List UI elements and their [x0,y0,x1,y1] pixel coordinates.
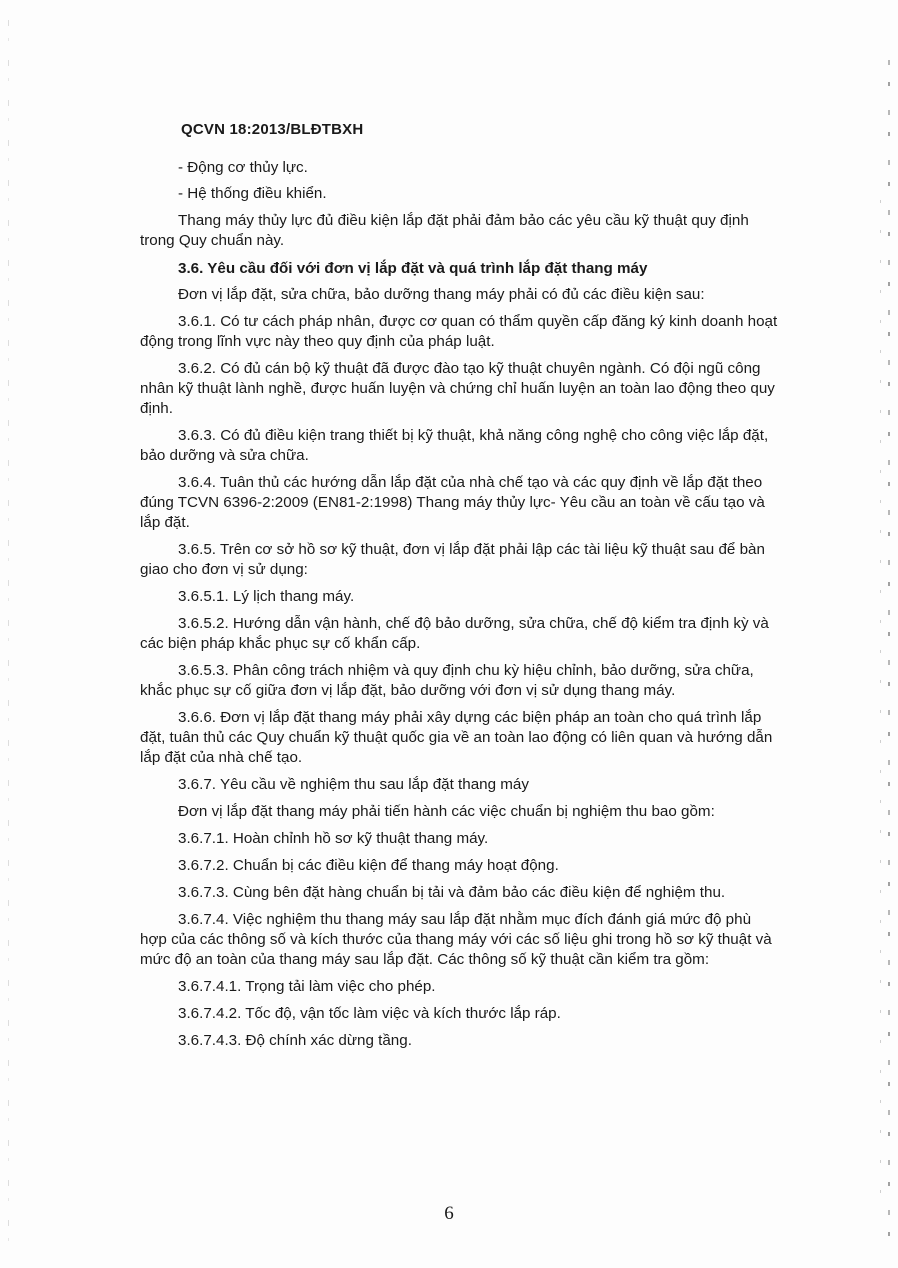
paragraph: Đơn vị lắp đặt thang máy phải tiến hành các việc chuẩn bị nghiệm thu bao gồm: [178,803,715,820]
paragraph: 3.6.7.3. Cùng bên đặt hàng chuẩn bị tải và đảm bảo các điều kiện để nghiệm thu. [178,884,726,901]
paragraph: 3.6.7.4.1. Trọng tải làm việc cho phép. [178,978,436,995]
paragraph: 3.6.6. Đơn vị lắp đặt thang máy phải xây dựng các biện pháp an toàn cho quá trình lắp đặt, tuân thủ các Quy chuẩn kỹ thuật quốc gia về an toàn lao động có liên quan và hướng dẫn lắp đặt của nhà chế tạo. [140,709,773,766]
scan-edge-right-inner [880,200,881,1200]
page-number: 6 [444,1203,454,1224]
paragraph: 3.6.7.4. Việc nghiệm thu thang máy sau lắp đặt nhằm mục đích đánh giá mức độ phù hợp của các thông số và kích thước của thang máy với các số liệu ghi trong hồ sơ kỹ thuật và mức độ an toàn của thang máy sau lắp đặt. Các thông số kỹ thuật cần kiểm tra gồm: [140,911,772,968]
paragraph: 3.6.5.3. Phân công trách nhiệm và quy định chu kỳ hiệu chỉnh, bảo dưỡng, sửa chữa, khắc phục sự cố giữa đơn vị lắp đặt, bảo dưỡng với đơn vị sử dụng thang máy. [140,662,754,699]
paragraph: 3.6.3. Có đủ điều kiện trang thiết bị kỹ thuật, khả năng công nghệ cho công việc lắp đặt, bảo dưỡng và sửa chữa. [140,427,769,464]
paragraph: 3.6.5.2. Hướng dẫn vận hành, chế độ bảo dưỡng, sửa chữa, chế độ kiểm tra định kỳ và các biện pháp khắc phục sự cố khẩn cấp. [140,615,769,652]
paragraph: 3.6.7.2. Chuẩn bị các điều kiện để thang máy hoạt động. [178,857,559,874]
document-code-header: QCVN 18:2013/BLĐTBXH [181,121,364,138]
paragraph: 3.6.7.4.3. Độ chính xác dừng tầng. [178,1032,412,1049]
document-body [140,158,780,1051]
paragraph: 3.6.4. Tuân thủ các hướng dẫn lắp đặt của nhà chế tạo và các quy định về lắp đặt theo đúng TCVN 6396-2:2009 (EN81-2:1998) Thang máy thủy lực- Yêu cầu an toàn về cấu tạo và lắp đặt. [140,474,765,531]
paragraph-list-item: - Hệ thống điều khiển. [178,185,327,202]
paragraph: Thang máy thủy lực đủ điều kiện lắp đặt phải đảm bảo các yêu cầu kỹ thuật quy định trong Quy chuẩn này. [140,212,749,249]
paragraph: 3.6.5.1. Lý lịch thang máy. [178,588,355,605]
paragraph: 3.6.7.1. Hoàn chỉnh hồ sơ kỹ thuật thang máy. [178,830,489,847]
paragraph: 3.6.7. Yêu cầu về nghiệm thu sau lắp đặt thang máy [178,776,529,793]
paragraph: 3.6.2. Có đủ cán bộ kỹ thuật đã được đào tạo kỹ thuật chuyên ngành. Có đội ngũ công nhân kỹ thuật lành nghề, được huấn luyện và chứng chỉ huấn luyện an toàn lao động theo quy định. [140,360,775,417]
scan-edge-left [8,20,9,1250]
paragraph-list-item: - Động cơ thủy lực. [178,159,308,176]
paragraph: Đơn vị lắp đặt, sửa chữa, bảo dưỡng thang máy phải có đủ các điều kiện sau: [178,286,705,303]
section-heading: 3.6. Yêu cầu đối với đơn vị lắp đặt và quá trình lắp đặt thang máy [178,260,648,277]
paragraph: 3.6.1. Có tư cách pháp nhân, được cơ quan có thẩm quyền cấp đăng ký kinh doanh hoạt động trong lĩnh vực này theo quy định của pháp luật. [140,313,778,350]
scan-edge-right [888,60,890,1250]
paragraph: 3.6.5. Trên cơ sở hồ sơ kỹ thuật, đơn vị lắp đặt phải lập các tài liệu kỹ thuật sau để bàn giao cho đơn vị sử dụng: [140,541,765,578]
paragraph: 3.6.7.4.2. Tốc độ, vận tốc làm việc và kích thước lắp ráp. [178,1005,561,1022]
